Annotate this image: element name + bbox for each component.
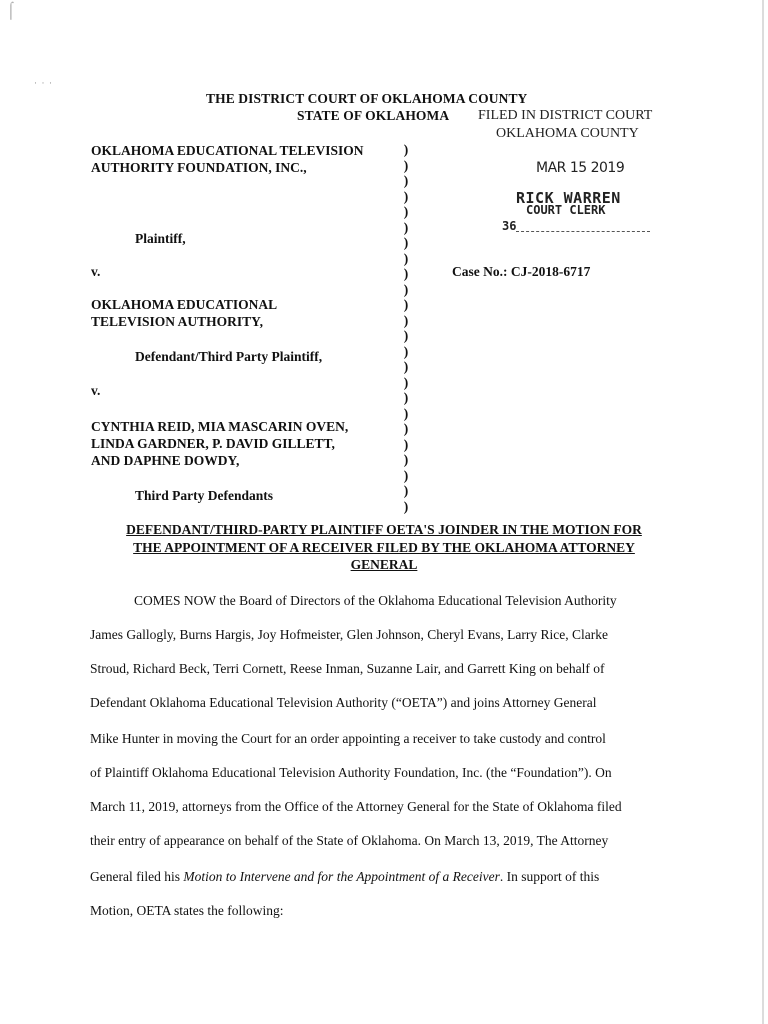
plaintiff-name-line2: AUTHORITY FOUNDATION, INC.,	[91, 160, 307, 175]
plaintiff-role: Plaintiff,	[135, 231, 186, 246]
document-title-line2: THE APPOINTMENT OF A RECEIVER FILED BY THE OKLAHOMA ATTORNEY	[133, 539, 635, 555]
third-party-line1: CYNTHIA REID, MIA MASCARIN OVEN,	[91, 419, 349, 434]
versus-2: v.	[91, 383, 101, 398]
stamp-date: MAR 15 2019	[536, 160, 625, 176]
motion-title-italic: Motion to Intervene and for the Appointment of a Receiver	[183, 869, 500, 884]
defendant-role: Defendant/Third Party Plaintiff,	[135, 349, 323, 364]
scan-edge-line	[762, 0, 764, 1024]
scan-speck: · · ·	[34, 78, 52, 88]
document-title-line1: DEFENDANT/THIRD-PARTY PLAINTIFF OETA'S JOINDER IN THE MOTION FOR	[126, 522, 642, 537]
defendant-name-line2: TELEVISION AUTHORITY,	[91, 314, 264, 329]
body-line-3: Stroud, Richard Beck, Terri Cornett, Reese Inman, Suzanne Lair, and Garrett King on behalf of	[90, 661, 605, 676]
caption-divider: ) ) ) ) ) ) ) ) ) ) ) ) ) ) ) ) ) ) ) ) ) ) ) )	[403, 142, 409, 514]
third-party-line2: LINDA GARDNER, P. DAVID GILLETT,	[91, 436, 335, 451]
stamp-clerk-title: COURT CLERK	[526, 203, 606, 217]
stamp-county: OKLAHOMA COUNTY	[496, 126, 639, 141]
third-party-role: Third Party Defendants	[135, 488, 273, 503]
body-line-6: of Plaintiff Oklahoma Educational Television Authority Foundation, Inc. (the “Foundation”). On	[90, 765, 612, 780]
third-party-line3: AND DAPHNE DOWDY,	[91, 453, 240, 468]
court-name: THE DISTRICT COURT OF OKLAHOMA COUNTY	[206, 91, 528, 106]
body-line-5: Mike Hunter in moving the Court for an order appointing a receiver to take custody and control	[90, 731, 606, 746]
versus-1: v.	[91, 264, 101, 279]
body-line-7: March 11, 2019, attorneys from the Office of the Attorney General for the State of Oklahoma filed	[90, 799, 622, 814]
body-line-9-pre: General filed his	[90, 869, 184, 884]
defendant-name-line1: OKLAHOMA EDUCATIONAL	[91, 297, 278, 312]
stamp-initials: 36	[502, 219, 517, 233]
body-line-9-post: . In support of this	[499, 869, 600, 884]
document-title	[60, 521, 708, 574]
body-line-2: James Gallogly, Burns Hargis, Joy Hofmeister, Glen Johnson, Cheryl Evans, Larry Rice, Clarke	[90, 627, 608, 642]
body-line-9	[90, 869, 599, 885]
body-line-1: COMES NOW the Board of Directors of the Oklahoma Educational Television Authority	[134, 593, 617, 608]
stamp-clerk-name: RICK WARREN	[516, 189, 621, 207]
court-state: STATE OF OKLAHOMA	[297, 108, 450, 123]
stamp-signature-line	[516, 231, 650, 232]
plaintiff-name-line1: OKLAHOMA EDUCATIONAL TELEVISION	[91, 143, 364, 158]
document-title-line3: GENERAL	[350, 557, 418, 572]
body-line-8: their entry of appearance on behalf of the State of Oklahoma. On March 13, 2019, The Attorney	[90, 833, 609, 848]
body-line-4: Defendant Oklahoma Educational Television Authority (“OETA”) and joins Attorney General	[90, 695, 597, 710]
case-number: Case No.: CJ-2018-6717	[452, 264, 591, 279]
scan-mark: ⌠	[6, 2, 16, 19]
filed-stamp: FILED IN DISTRICT COURT	[478, 108, 653, 123]
body-line-10: Motion, OETA states the following:	[90, 903, 284, 918]
